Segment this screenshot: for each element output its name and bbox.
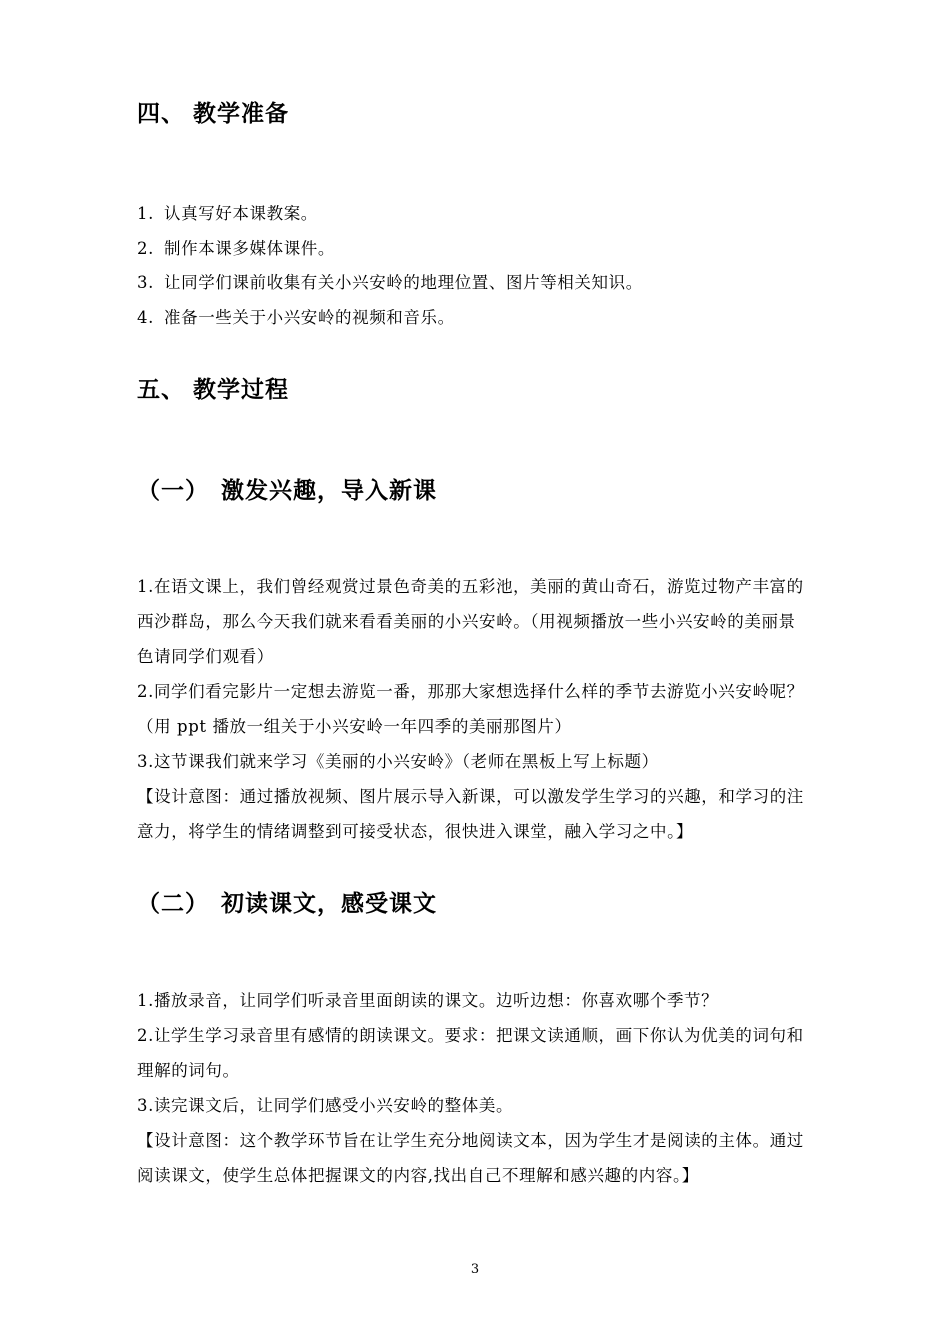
list-item-number: 2.	[137, 239, 154, 258]
paragraph-line: 2.让学生学习录音里有感情的朗读课文。要求：把课文读通顺，画下你认为优美的词句和	[137, 1026, 804, 1045]
paragraph-line: 2.同学们看完影片一定想去游览一番，那那大家想选择什么样的季节去游览小兴安岭呢？	[137, 682, 804, 701]
subsection-number: （一）	[137, 478, 209, 504]
paragraph-line: 西沙群岛，那么今天我们就来看看美丽的小兴安岭。（用视频播放一些小兴安岭的美丽景	[137, 612, 796, 631]
paragraph-line: 1.播放录音，让同学们听录音里面朗读的课文。边听边想：你喜欢哪个季节？	[137, 991, 719, 1010]
list-item	[137, 304, 455, 328]
subsection-title: 激发兴趣，导入新课	[221, 478, 437, 504]
subsection-heading-introduction	[137, 472, 437, 505]
design-intent-line: 【设计意图：这个教学环节旨在让学生充分地阅读文本，因为学生才是阅读的主体。通过	[137, 1131, 804, 1150]
list-item	[137, 235, 335, 259]
subsection-heading-first-reading	[137, 885, 437, 918]
paragraph-line: 色请同学们观看）	[137, 647, 274, 666]
list-item-number: 4.	[137, 308, 154, 327]
list-item	[137, 200, 318, 224]
design-intent-line: 意力，将学生的情绪调整到可接受状态，很快进入课堂，融入学习之中。】	[137, 822, 694, 841]
design-intent-line: 【设计意图：通过播放视频、图片展示导入新课，可以激发学生学习的兴趣，和学习的注	[137, 787, 804, 806]
list-item-text: 准备一些关于小兴安岭的视频和音乐。	[164, 308, 455, 327]
section-number: 五、	[137, 377, 185, 403]
section-title: 教学准备	[193, 101, 289, 127]
paragraph-line: 1.在语文课上，我们曾经观赏过景色奇美的五彩池，美丽的黄山奇石，游览过物产丰富的	[137, 577, 804, 596]
list-item-text: 制作本课多媒体课件。	[164, 239, 335, 258]
paragraph-line: （用 ppt 播放一组关于小兴安岭一年四季的美丽那图片）	[137, 717, 572, 736]
section-heading-teaching-preparation	[137, 95, 289, 128]
paragraph-line: 理解的词句。	[137, 1061, 240, 1080]
list-item-number: 3.	[137, 273, 154, 292]
section-heading-teaching-process	[137, 371, 289, 404]
design-intent-line: 阅读课文，使学生总体把握课文的内容,找出自己不理解和感兴趣的内容。】	[137, 1166, 699, 1185]
subsection-title: 初读课文，感受课文	[221, 891, 437, 917]
list-item-text: 认真写好本课教案。	[164, 204, 318, 223]
list-item-text: 让同学们课前收集有关小兴安岭的地理位置、图片等相关知识。	[164, 273, 643, 292]
subsection-number: （二）	[137, 891, 209, 917]
section-title: 教学过程	[193, 377, 289, 403]
list-item	[137, 269, 643, 293]
section-number: 四、	[137, 101, 185, 127]
paragraph-line: 3.这节课我们就来学习《美丽的小兴安岭》（老师在黑板上写上标题）	[137, 752, 659, 771]
page-number: 3	[470, 1262, 480, 1277]
paragraph-line: 3.读完课文后，让同学们感受小兴安岭的整体美。	[137, 1096, 514, 1115]
list-item-number: 1.	[137, 204, 154, 223]
